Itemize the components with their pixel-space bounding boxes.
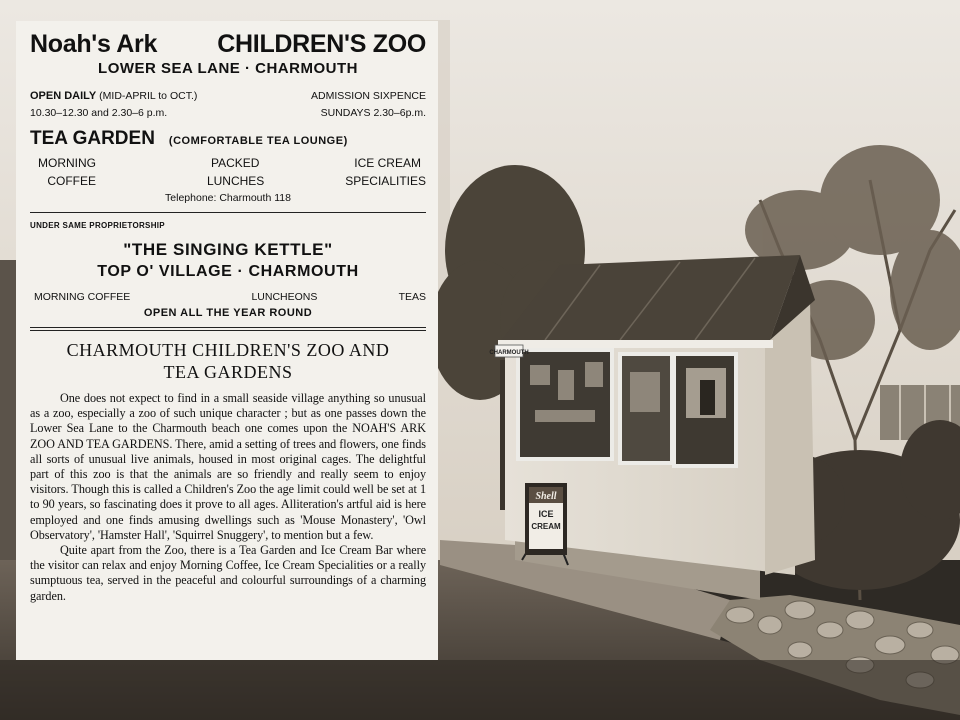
kettle-offerings-row (30, 289, 426, 305)
offerings-row (30, 154, 426, 190)
board-text-1: ICE (538, 509, 554, 519)
board-brand: Shell (535, 491, 557, 502)
double-divider (30, 327, 426, 331)
weekday-hours: 10.30–12.30 and 2.30–6 p.m. (30, 107, 168, 119)
advertisement-clipping (16, 21, 438, 660)
hours-row (30, 105, 426, 122)
article-paragraph-2: Quite apart from the Zoo, there is a Tea Garden and Ice Cream Bar where the visitor can relax and enjoy Morning Coffee, Ice Cream Specialities or a really sumptuous tea, served in the peaceful and colourful surroundings of a charming garden. (30, 543, 426, 603)
kettle-offering: LUNCHEONS (251, 291, 318, 303)
offering-line: SPECIALITIES (345, 174, 426, 188)
title-noahs-ark: Noah's Ark (30, 30, 158, 58)
admission: ADMISSION SIXPENCE (311, 90, 426, 102)
tea-garden-title: TEA GARDEN (30, 128, 155, 149)
offering-line: MORNING (38, 156, 96, 170)
board-text-2: CREAM (531, 522, 561, 531)
offering-line: LUNCHES (206, 174, 265, 188)
tea-garden-tagline: (COMFORTABLE TEA LOUNGE) (168, 135, 348, 147)
opening-info (30, 88, 197, 105)
title-childrens-zoo: CHILDREN'S ZOO (217, 30, 426, 58)
vignette (0, 660, 960, 720)
divider (30, 212, 426, 213)
open-daily: OPEN DAILY (30, 90, 97, 102)
singing-kettle-address: TOP O' VILLAGE · CHARMOUTH (97, 263, 359, 280)
article-paragraph-1: One does not expect to find in a small seaside village anything so unusual as a zoo, especially a zoo of such unique character ; but as one passes down the Lower Sea Lane to the Charmouth beach one comes upon the NOAH'S ARK ZOO AND TEA GARDENS. There, amid a setting of trees and flowers, one finds all sorts of unusual live animals, housed in most original cages. The delightful part of this zoo is that the animals are so friendly and really seem to enjoy visitors. Though this is called a Children's Zoo the age limit could well be set at 1 to 90 years, so fascinating does it prove to all ages. Alliteration's artful aid is here employed and one finds amusing dwellings such as 'Mouse Monastery', 'Owl Observatory', 'Hamster Hall', 'Squirrel Snuggery', to mention but a few. (30, 391, 426, 542)
zoo-address: LOWER SEA LANE · CHARMOUTH (98, 60, 358, 77)
article-heading-line1: CHARMOUTH CHILDREN'S ZOO AND (66, 340, 390, 360)
singing-kettle-title: "THE SINGING KETTLE" (123, 240, 333, 259)
proprietorship-note: UNDER SAME PROPRIETORSHIP (30, 221, 165, 230)
kettle-offering: TEAS (398, 291, 426, 303)
opening-row (30, 88, 426, 105)
kiosk-sign-text: CHARMOUTH (489, 350, 529, 356)
kettle-offering: MORNING COFFEE (34, 291, 131, 303)
offering-line: ICE CREAM (354, 156, 421, 170)
offering-line: COFFEE (47, 174, 96, 188)
article-heading (30, 339, 426, 383)
offering-packed-lunches (177, 154, 264, 190)
advert-title (30, 29, 426, 59)
offering-ice-cream (345, 154, 426, 190)
open-all-year: OPEN ALL THE YEAR ROUND (143, 307, 313, 319)
telephone: Telephone: Charmouth 118 (165, 192, 291, 204)
ice-cream-board (522, 483, 568, 565)
article-heading-line2: TEA GARDENS (163, 362, 293, 382)
open-period: (MID-APRIL to OCT.) (99, 90, 198, 102)
tea-garden-heading (30, 126, 426, 154)
sunday-hours: SUNDAYS 2.30–6p.m. (320, 107, 426, 119)
offering-morning-coffee (30, 154, 96, 190)
offering-line: PACKED (210, 156, 260, 170)
